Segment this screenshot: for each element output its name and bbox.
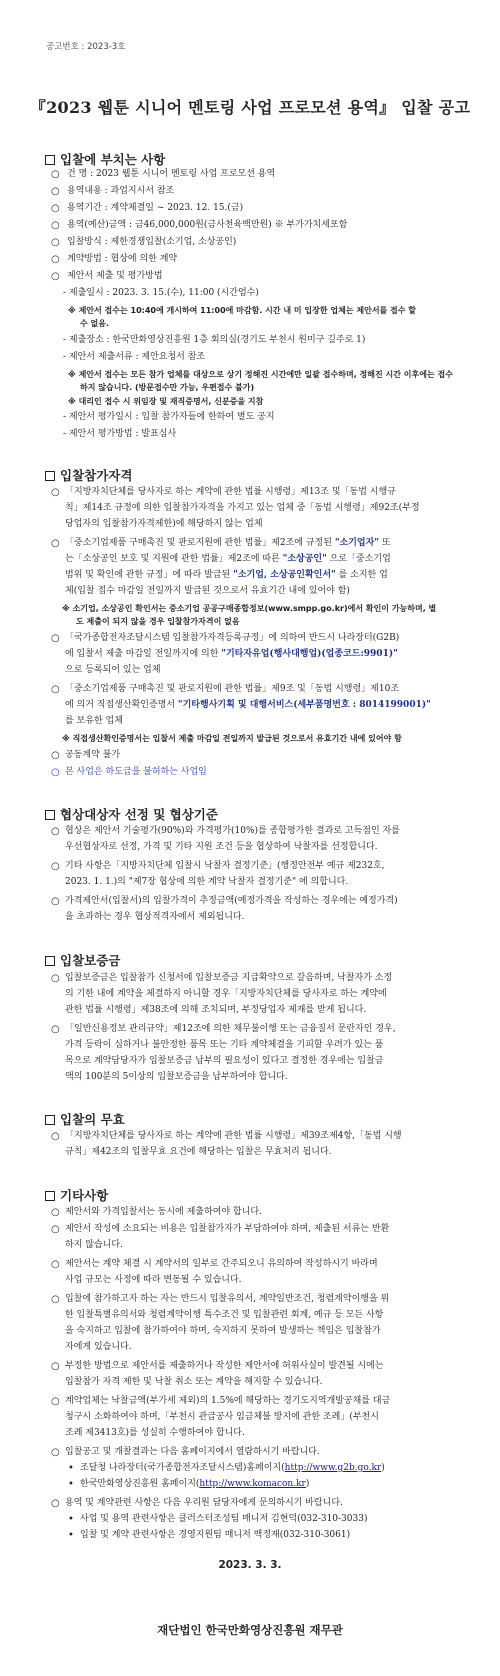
note-line: ※ 제안서 접수는 10:40에 개시하여 11:00에 마감함. 시간 내 미 입장한 업체는 제안서를 접수 할 <box>68 306 417 315</box>
bullet-circle-icon: ○ <box>51 169 60 180</box>
checkbox-square-icon <box>45 1115 55 1125</box>
qualification-line: 범위 및 확인에 관한 규정」에 따라 발급된 "소기업, 소상공인확인서" 를 소지한 업 <box>65 570 388 580</box>
misc-line: 입찰참가 자격 제한 및 낙찰 취소 또는 계약을 해지할 수 있습니다. <box>65 1377 323 1387</box>
bullet-circle-icon: ○ <box>51 1024 60 1035</box>
submission-documents: - 제안서 제출서류 : 제안요청서 참조 <box>63 352 206 362</box>
deposit-line: 의 기한 내에 계약을 체결하지 아니할 경우「지방자치단체를 당사자로 하는 계약에 <box>65 989 387 999</box>
bullet-dot-icon: • <box>68 1514 74 1525</box>
misc-line: 한 입찰특별유의서와 청렴계약이행 특수조건 및 입찰관련 회계, 예규 등 모든 사항 <box>65 1310 384 1320</box>
bullet-circle-icon: ○ <box>51 896 60 907</box>
bullet-circle-icon: ○ <box>51 767 60 778</box>
section-title: 입찰보증금 <box>60 953 121 968</box>
submission-place: - 제출장소 : 한국만화영상진흥원 1층 회의실(경기도 부천시 원미구 길주로 1) <box>63 335 366 345</box>
bullet-circle-icon: ○ <box>51 186 60 197</box>
section-heading-5 <box>45 1110 125 1128</box>
misc-line: 계약업체는 낙찰금액(부가세 제외)의 1.5%에 해당하는 경기도지역개발공채를 대금 <box>65 1396 391 1406</box>
negotiation-line: 2023. 1. 1.)의 "제7장 협상에 의한 계약 낙찰자 결정기준" 에 의합니다. <box>65 877 349 887</box>
bullet-circle-icon: ○ <box>51 1259 60 1270</box>
bullet-circle-icon: ○ <box>51 1447 60 1458</box>
g2b-link-line: 조달청 나라장터(국가종합전자조달시스템)홈페이지(http://www.g2b.go.kr) <box>80 1463 385 1473</box>
bullet-circle-icon: ○ <box>51 1224 60 1235</box>
negotiation-line: 을 초과하는 경우 협상적격자에서 제외됩니다. <box>65 912 245 922</box>
bullet-dot-icon: • <box>68 1463 74 1474</box>
misc-line: 조례 제3413호)를 성실히 수행하여야 합니다. <box>65 1428 245 1438</box>
deposit-line: 목으로 계약담당자가 입찰보증금 납부의 필요성이 있다고 결정한 경우에는 입찰금 <box>65 1056 384 1066</box>
misc-line: 부정한 방법으로 제안서를 제출하거나 작성한 제안서에 허위사실이 발견될 시에는 <box>65 1361 384 1371</box>
section-heading-3 <box>45 805 218 823</box>
bullet-circle-icon: ○ <box>51 1498 60 1509</box>
bullet-circle-icon: ○ <box>51 220 60 231</box>
bullet-circle-icon: ○ <box>51 973 60 984</box>
section-title: 협상대상자 선정 및 협상기준 <box>60 807 218 822</box>
bullet-circle-icon: ○ <box>51 750 60 761</box>
bullet-circle-icon: ○ <box>51 1396 60 1407</box>
misc-line: 입찰에 참가하고자 하는 자는 반드시 입찰유의서, 계약일반조건, 청렴계약이행을 위 <box>65 1294 390 1304</box>
bullet-circle-icon: ○ <box>51 861 60 872</box>
notice-date: 2023. 3. 3. <box>218 1559 282 1571</box>
misc-line: 사업 규모는 사정에 따라 변동될 수 있습니다. <box>65 1275 242 1285</box>
item-contract-method: 계약방법 : 협상에 의한 계약 <box>67 254 178 264</box>
notice-number: 공고번호 : 2023-3호 <box>46 42 126 52</box>
item-budget: 용역(예산)금액 : 금46,000,000원(금사천육백만원) ※ 부가가치세포함 <box>67 220 348 230</box>
deposit-line: 「일반신용정보 관리규약」제12조에 의한 채무불이행 또는 금융질서 문란자인 경우, <box>65 1024 396 1034</box>
misc-line: 제안서는 계약 체결 시 계약서의 일부로 간주되오니 유의하여 작성하시기 바라며 <box>65 1259 378 1269</box>
qualification-line: 를 보유한 업체 <box>65 716 123 726</box>
bullet-circle-icon: ○ <box>51 271 60 282</box>
misc-line: 입찰공고 및 개찰결과는 다음 홈페이지에서 열람하시기 바랍니다. <box>65 1447 320 1457</box>
negotiation-line: 가격제안서(입찰서)의 입찰가격이 추정금액(예정가격을 작성하는 경우에는 예정가격) <box>65 896 398 906</box>
g2b-link[interactable]: http://www.g2b.go.kr <box>284 1463 382 1473</box>
bullet-circle-icon: ○ <box>51 1131 60 1142</box>
deposit-line: 액의 100분의 5이상의 입찰보증금을 납부하여야 합니다. <box>65 1072 288 1082</box>
bullet-circle-icon: ○ <box>51 826 60 837</box>
bullet-dot-icon: • <box>68 1530 74 1541</box>
note-line: 도 제출이 되지 않을 경우 입찰참가자격이 없음 <box>76 617 240 626</box>
negotiation-line: 우선협상자로 선정, 가격 및 기타 지원 조건 등을 협상하여 낙찰자를 선정합니다. <box>65 842 378 852</box>
bullet-circle-icon: ○ <box>51 538 60 549</box>
note-line: ※ 대리인 접수 시 위임장 및 재직증명서, 신분증을 지참 <box>68 397 264 406</box>
qualification-line: 에 의거 직접생산확인증명서 "기타행사기획 및 대행서비스(세부품명번호 : 8014199001)" <box>65 700 431 710</box>
bullet-circle-icon: ○ <box>51 1294 60 1305</box>
section-title: 입찰에 부치는 사항 <box>60 152 166 167</box>
deposit-line: 가격 등락이 심하거나 불안정한 품목 또는 기타 계약체결을 기피할 우려가 있는 품 <box>65 1040 384 1050</box>
qualification-line: 에 입찰서 제출 마감일 전일까지에 의한 "기타자유업(행사대행업)(업종코드:9901)" <box>65 649 398 659</box>
item-proposal-submission: 제안서 제출 및 평가방법 <box>67 271 163 281</box>
item-scope: 용역내용 : 과업지시서 참조 <box>67 186 175 196</box>
bullet-circle-icon: ○ <box>51 487 60 498</box>
item-bid-method: 입찰방식 : 제한경쟁입찰(소기업, 소상공인) <box>67 237 237 247</box>
qualification-line: 당업자의 입찰참가자격제한)에 해당하지 않는 업체 <box>65 519 263 529</box>
misc-line: 제안서 작성에 소요되는 비용은 입찰참가자가 부담하여야 하며, 제출된 서류는 반환 <box>65 1224 390 1234</box>
invalid-bid-line: 「지방자치단체를 당사자로 하는 계약에 관한 법률 시행령」제39조제4항,「동법 시행 <box>65 1131 402 1141</box>
checkbox-square-icon <box>45 155 55 165</box>
contact-contract: 입찰 및 계약 관련사항은 경영지원팀 매니저 백정재(032-310-3061) <box>80 1530 351 1540</box>
bullet-circle-icon: ○ <box>51 237 60 248</box>
bullet-circle-icon: ○ <box>51 1361 60 1372</box>
qualification-line: 체(입찰 접수 마감일 전일까지 발급된 것으로서 유효기간 내에 있어야 함) <box>65 586 350 596</box>
misc-line: 하지 않습니다. <box>65 1240 123 1250</box>
misc-line: 청구시 소화하여야 하며,「부천시 관급공사 임금체불 방지에 관한 조례」(부천시 <box>65 1412 379 1422</box>
evaluation-method: - 제안서 평가방법 : 발표심사 <box>63 429 177 439</box>
qualification-line: 「중소기업제품 구매촉진 및 판로지원에 관한 법률」제9조 및「동법 시행령」제10조 <box>65 684 400 694</box>
item-name: 건 명 : 2023 웹툰 시니어 멘토링 사업 프로모션 용역 <box>67 169 276 179</box>
section-title: 입찰의 무효 <box>60 1112 125 1127</box>
deposit-line: 관한 법률 시행령」제38조에 의해 조치되며, 부정당업자 제재를 받게 됩니다. <box>65 1005 367 1015</box>
note-line: 하지 않습니다. (방문접수만 가능, 우편접수 불가) <box>80 383 255 392</box>
note-line: ※ 직접생산확인증명서는 입찰서 제출 마감일 전일까지 발급된 것으로서 유효기간 내에 있어야 함 <box>62 734 402 743</box>
bullet-circle-icon: ○ <box>51 254 60 265</box>
note-line: ※ 소기업, 소상공인 확인서는 중소기업 공공구매종합정보(www.smpp.go.kr)에서 확인이 가능하며, 별 <box>62 604 437 613</box>
invalid-bid-line: 규칙」제42조의 입찰무효 요건에 해당하는 입찰은 무효처리 됩니다. <box>65 1147 332 1157</box>
section-heading-4 <box>45 951 120 969</box>
misc-line: 자에게 있습니다. <box>65 1342 132 1352</box>
qualification-line: 칙」제14조 규정에 의한 입찰참가자격을 가지고 있는 업체 중「동법 시행령」제92조(부정 <box>65 503 420 513</box>
section-title: 입찰참가자격 <box>60 468 133 483</box>
checkbox-square-icon <box>45 810 55 820</box>
bullet-circle-icon: ○ <box>51 684 60 695</box>
bullet-circle-icon: ○ <box>51 1207 60 1218</box>
contact-project: 사업 및 용역 관련사항은 클러스터조성팀 매니저 김현덕(032-310-3033) <box>80 1514 368 1524</box>
qualification-line: 으로 등록되어 있는 업체 <box>65 665 161 675</box>
note-line: 수 없음. <box>80 319 110 328</box>
joint-contract-note: 공동계약 불가 <box>65 750 121 760</box>
komacon-link-line: 한국만화영상진흥원 홈페이지(http://www.komacon.kr) <box>80 1479 310 1489</box>
qualification-line: 「지방자치단체를 당사자로 하는 계약에 관한 법률 시행령」제13조 및「동법 시행규 <box>65 487 396 497</box>
section-heading-6 <box>45 1186 108 1204</box>
note-line: ※ 제안서 접수는 모든 참가 업체를 대상으로 상기 정해진 시간에만 일괄 접수하며, 정해진 시간 이후에는 접수 <box>68 370 453 379</box>
checkbox-square-icon <box>45 471 55 481</box>
negotiation-line: 기타 사항은「지방자치단체 입찰시 낙찰자 결정기준」(행정안전부 예규 제232호, <box>65 861 385 871</box>
evaluation-date: - 제안서 평가일시 : 입찰 참가자들에 한하여 별도 공지 <box>63 412 275 422</box>
notice-title: 『2023 웹툰 시니어 멘토링 사업 프로모션 용역』 입찰 공고 <box>29 98 471 117</box>
bullet-circle-icon: ○ <box>51 203 60 214</box>
submission-datetime: - 제출일시 : 2023. 3. 15.(수), 11:00 (시간엄수) <box>63 288 259 298</box>
misc-line: 을 숙지하고 입찰에 참가하여야 하며, 숙지하지 못하여 발생하는 책임은 입찰참가 <box>65 1326 381 1336</box>
qualification-line: 「중소기업제품 구매촉진 및 판로지원에 관한 법률」제2조에 규정된 "소기업자" 또 <box>65 538 391 548</box>
qualification-line: 「국가종합전자조달시스템 입찰참가자격등록규정」에 의하여 반드시 나라장터(G2B) <box>65 633 400 643</box>
deposit-line: 입찰보증금은 입찰참가 신청서에 입찰보증금 지급확약으로 갈음하며, 낙찰자가 소정 <box>65 973 393 983</box>
qualification-line: 는「소상공인 보호 및 지원에 관한 법률」제2조에 따른 "소상공인" 으로「중소기업 <box>65 554 391 564</box>
section-title: 기타사항 <box>60 1188 109 1203</box>
subcontract-note: 본 사업은 하도급을 불허하는 사업임 <box>65 767 207 777</box>
misc-line: 용역 및 계약관련 사항은 다음 우리원 담당자에게 문의하시기 바랍니다. <box>65 1498 343 1508</box>
section-heading-2 <box>45 466 132 484</box>
checkbox-square-icon <box>45 956 55 966</box>
section-heading-1 <box>45 150 165 168</box>
checkbox-square-icon <box>45 1191 55 1201</box>
item-period: 용역기간 : 계약체결일 ~ 2023. 12. 15.(금) <box>67 203 244 213</box>
misc-line: 제안서와 가격입찰서는 동시에 제출하여야 합니다. <box>65 1207 262 1217</box>
issuer-signature: 재단법인 한국만화영상진흥원 재무관 <box>157 1623 343 1637</box>
negotiation-line: 협상은 제안서 기술평가(90%)와 가격평가(10%)를 종합평가한 결과로 고득점인 자를 <box>65 826 400 836</box>
bullet-circle-icon: ○ <box>51 633 60 644</box>
bullet-dot-icon: • <box>68 1479 74 1490</box>
komacon-link[interactable]: http://www.komacon.kr <box>199 1479 306 1489</box>
